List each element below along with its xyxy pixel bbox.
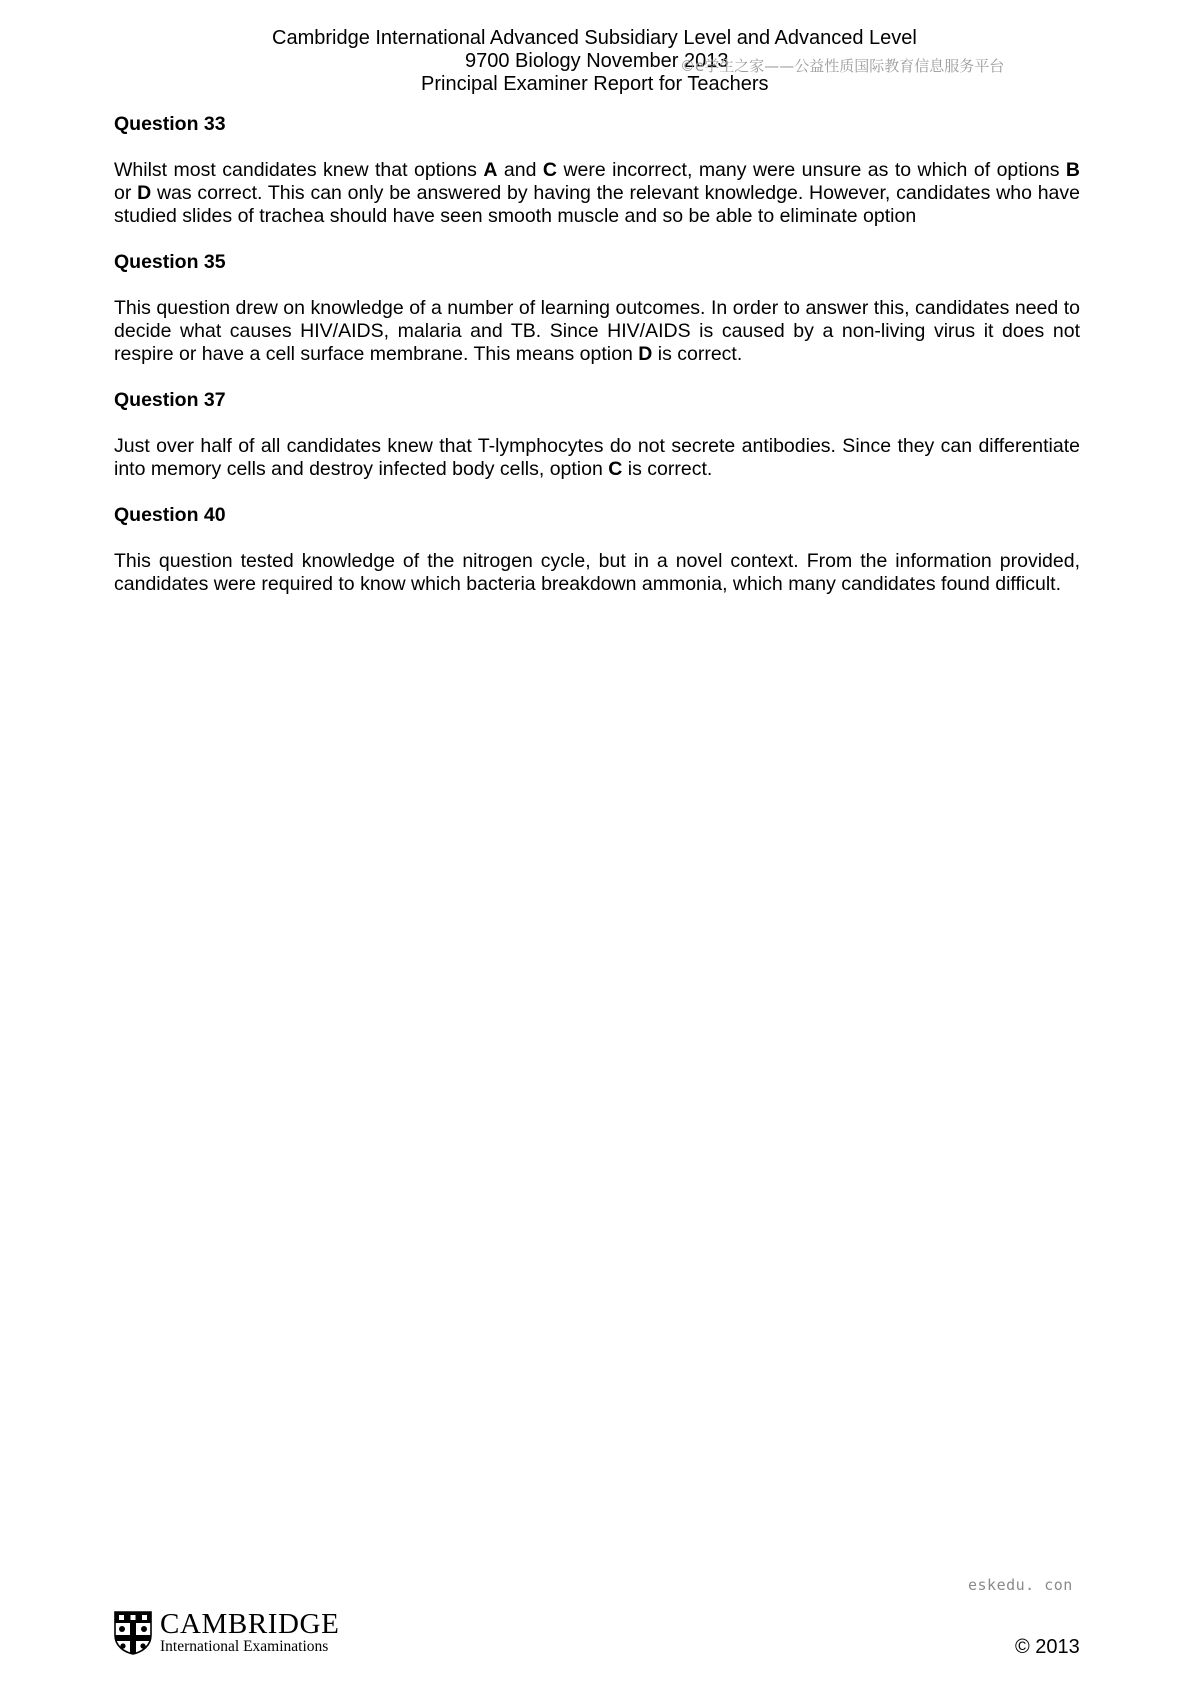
body-text: or — [114, 182, 138, 204]
body-text: Whilst most candidates knew that options — [114, 159, 484, 181]
question-heading: Question 37 — [114, 389, 226, 411]
option-letter: A — [483, 159, 498, 181]
report-content — [114, 113, 1080, 619]
body-text: is correct. — [652, 343, 743, 365]
option-letter: B — [1065, 159, 1080, 181]
question-heading: Question 35 — [114, 251, 226, 273]
question-body — [114, 550, 1080, 596]
watermark-top: ©e学生之家——公益性质国际教育信息服务平台 — [680, 57, 1005, 75]
question-heading: Question 40 — [114, 504, 226, 526]
watermark-bottom: eskedu. con — [968, 1576, 1073, 1594]
option-letter: D — [137, 182, 152, 204]
question-body — [114, 297, 1080, 366]
option-letter: C — [542, 159, 557, 181]
question-heading: Question 33 — [114, 113, 226, 135]
option-letter: C — [608, 458, 623, 480]
header-qualification: Cambridge International Advanced Subsidiary Level and Advanced Level — [272, 27, 917, 49]
body-text: is correct. — [622, 458, 713, 480]
body-text: was correct. This can only be answered by having the relevant knowledge. However, candidates who have studied slides of trachea should have seen smooth muscle and so be able to eliminate option — [114, 182, 1080, 227]
body-text: Just over half of all candidates knew that T-lymphocytes do not secrete antibodies. Since they can differentiate into memory cells and destroy infected body cells, option — [114, 435, 1080, 480]
question-body — [114, 435, 1080, 481]
header-subject: 9700 Biology November 2013 — [465, 50, 729, 72]
option-letter: D — [638, 343, 653, 365]
cambridge-shield-icon — [114, 1611, 152, 1655]
body-text: and — [497, 159, 543, 181]
header-report-title: Principal Examiner Report for Teachers — [421, 73, 769, 95]
copyright-notice: © 2013 — [1015, 1636, 1080, 1658]
body-text: This question drew on knowledge of a number of learning outcomes. In order to answer this, candidates need to decide what causes HIV/AIDS, malaria and TB. Since HIV/AIDS is caused by a non-living virus it does not respire or have a cell surface membrane. This means option — [114, 297, 1080, 365]
body-text: were incorrect, many were unsure as to which of options — [556, 159, 1066, 181]
logo-wordmark: CAMBRIDGE — [160, 1608, 340, 1640]
question-body — [114, 159, 1080, 228]
body-text: This question tested knowledge of the nitrogen cycle, but in a novel context. From the information provided, candidates were required to know which bacteria breakdown ammonia, which many candidates found difficult. — [114, 550, 1080, 595]
logo-subtitle: International Examinations — [160, 1638, 329, 1655]
cambridge-logo — [114, 1608, 340, 1655]
